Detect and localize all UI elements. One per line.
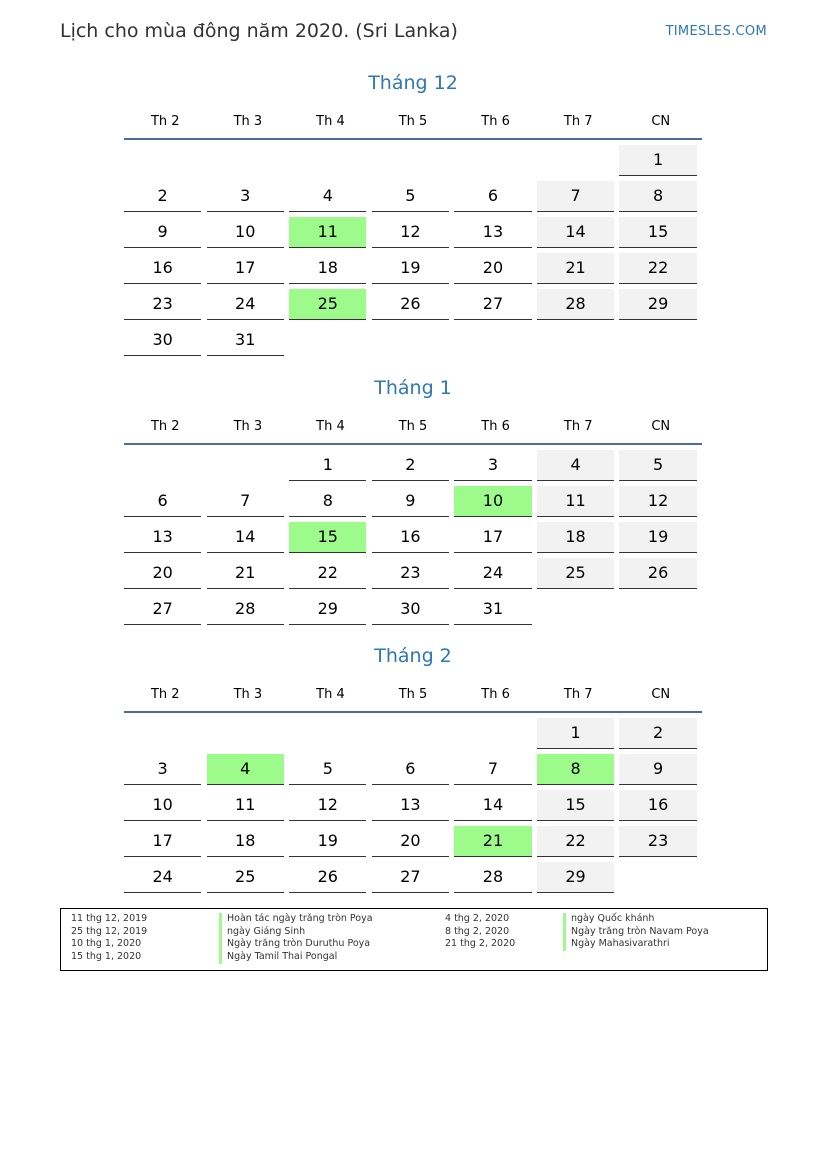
empty-cell bbox=[619, 325, 696, 356]
empty-cell bbox=[372, 325, 449, 356]
weekend-day-cell: 22 bbox=[619, 253, 696, 284]
weekend-day-cell: 15 bbox=[619, 217, 696, 248]
day-cell: 24 bbox=[454, 558, 531, 589]
empty-cell bbox=[207, 145, 284, 176]
weekday-label: Th 2 bbox=[150, 418, 180, 434]
empty-cell bbox=[289, 718, 366, 749]
day-cell: 5 bbox=[372, 181, 449, 212]
week-row bbox=[124, 862, 702, 898]
weekday-label: Th 5 bbox=[398, 686, 428, 702]
holiday-day-cell: 11 bbox=[289, 217, 366, 248]
month-title: Tháng 1 bbox=[374, 377, 452, 399]
day-cell: 20 bbox=[124, 558, 201, 589]
day-cell: 6 bbox=[124, 486, 201, 517]
day-cell: 25 bbox=[207, 862, 284, 893]
day-cell: 17 bbox=[124, 826, 201, 857]
day-cell: 24 bbox=[124, 862, 201, 893]
legend-holiday-name: Hoàn tác ngày trăng tròn Poya bbox=[219, 913, 373, 926]
holiday-day-cell: 8 bbox=[537, 754, 614, 785]
day-cell: 3 bbox=[124, 754, 201, 785]
day-cell: 10 bbox=[207, 217, 284, 248]
weekend-day-cell: 5 bbox=[619, 450, 696, 481]
day-cell: 26 bbox=[289, 862, 366, 893]
day-cell: 20 bbox=[372, 826, 449, 857]
weekday-label: Th 6 bbox=[481, 113, 510, 129]
day-cell: 1 bbox=[289, 450, 366, 481]
day-cell: 9 bbox=[124, 217, 201, 248]
legend-names-left bbox=[219, 913, 373, 964]
weekday-label: CN bbox=[651, 418, 671, 434]
weekend-day-cell: 14 bbox=[537, 217, 614, 248]
legend-dates-left bbox=[71, 913, 147, 964]
week-row bbox=[124, 486, 702, 522]
weekend-day-cell: 4 bbox=[537, 450, 614, 481]
day-cell: 19 bbox=[289, 826, 366, 857]
week-row bbox=[124, 790, 702, 826]
legend-date: 10 thg 1, 2020 bbox=[71, 938, 142, 950]
day-cell: 16 bbox=[124, 253, 201, 284]
day-cell: 16 bbox=[372, 522, 449, 553]
weekend-day-cell: 21 bbox=[537, 253, 614, 284]
day-cell: 21 bbox=[207, 558, 284, 589]
weekend-day-cell: 15 bbox=[537, 790, 614, 821]
weekend-day-cell: 11 bbox=[537, 486, 614, 517]
week-row bbox=[124, 289, 702, 325]
holiday-day-cell: 4 bbox=[207, 754, 284, 785]
legend-date: 15 thg 1, 2020 bbox=[71, 951, 142, 963]
week-row bbox=[124, 145, 702, 181]
legend-holiday-name: Ngày trăng tròn Navam Poya bbox=[563, 926, 709, 939]
day-cell: 17 bbox=[207, 253, 284, 284]
legend-date: 21 thg 2, 2020 bbox=[445, 938, 516, 950]
weekday-header bbox=[124, 104, 702, 140]
holiday-day-cell: 10 bbox=[454, 486, 531, 517]
weekday-label: Th 6 bbox=[481, 418, 510, 434]
weekend-day-cell: 28 bbox=[537, 289, 614, 320]
weekday-label: Th 7 bbox=[563, 686, 593, 702]
month-grid bbox=[124, 718, 702, 898]
weekday-label: Th 3 bbox=[233, 686, 263, 702]
weekday-label: CN bbox=[651, 686, 671, 702]
empty-cell bbox=[289, 145, 366, 176]
day-cell: 27 bbox=[124, 594, 201, 625]
holiday-day-cell: 15 bbox=[289, 522, 366, 553]
day-cell: 27 bbox=[454, 289, 531, 320]
weekday-label: Th 2 bbox=[150, 686, 180, 702]
day-cell: 6 bbox=[454, 181, 531, 212]
weekend-day-cell: 1 bbox=[537, 718, 614, 749]
weekday-label: Th 3 bbox=[233, 418, 263, 434]
empty-cell bbox=[454, 325, 531, 356]
month-title: Tháng 2 bbox=[374, 645, 452, 667]
day-cell: 18 bbox=[207, 826, 284, 857]
weekday-label: Th 7 bbox=[563, 113, 593, 129]
legend-names-right bbox=[563, 913, 709, 951]
week-row bbox=[124, 558, 702, 594]
month-february bbox=[124, 641, 702, 898]
weekend-day-cell: 9 bbox=[619, 754, 696, 785]
day-cell: 2 bbox=[124, 181, 201, 212]
day-cell: 26 bbox=[372, 289, 449, 320]
week-row bbox=[124, 754, 702, 790]
day-cell: 29 bbox=[289, 594, 366, 625]
legend-holiday-name: ngày Quốc khánh bbox=[563, 913, 709, 926]
empty-cell bbox=[124, 718, 201, 749]
empty-cell bbox=[372, 718, 449, 749]
legend-dates-right bbox=[445, 913, 515, 951]
holiday-legend bbox=[60, 908, 768, 971]
weekend-day-cell: 25 bbox=[537, 558, 614, 589]
day-cell: 20 bbox=[454, 253, 531, 284]
month-title: Tháng 12 bbox=[368, 72, 458, 94]
empty-cell bbox=[454, 145, 531, 176]
week-row bbox=[124, 253, 702, 289]
day-cell: 22 bbox=[289, 558, 366, 589]
weekday-label: Th 7 bbox=[563, 418, 593, 434]
week-row bbox=[124, 325, 702, 361]
weekend-day-cell: 26 bbox=[619, 558, 696, 589]
weekday-label: Th 4 bbox=[316, 113, 345, 129]
weekend-day-cell: 18 bbox=[537, 522, 614, 553]
weekend-day-cell: 16 bbox=[619, 790, 696, 821]
day-cell: 28 bbox=[207, 594, 284, 625]
empty-cell bbox=[454, 718, 531, 749]
day-cell: 12 bbox=[289, 790, 366, 821]
legend-date: 8 thg 2, 2020 bbox=[445, 925, 510, 937]
day-cell: 14 bbox=[454, 790, 531, 821]
day-cell: 24 bbox=[207, 289, 284, 320]
day-cell: 3 bbox=[454, 450, 531, 481]
day-cell: 7 bbox=[454, 754, 531, 785]
day-cell: 13 bbox=[454, 217, 531, 248]
week-row bbox=[124, 826, 702, 862]
day-cell: 23 bbox=[124, 289, 201, 320]
weekday-header bbox=[124, 677, 702, 713]
empty-cell bbox=[619, 862, 696, 893]
week-row bbox=[124, 217, 702, 253]
empty-cell bbox=[289, 325, 366, 356]
day-cell: 5 bbox=[289, 754, 366, 785]
month-december bbox=[124, 68, 702, 361]
day-cell: 11 bbox=[207, 790, 284, 821]
weekend-day-cell: 22 bbox=[537, 826, 614, 857]
empty-cell bbox=[207, 718, 284, 749]
day-cell: 9 bbox=[372, 486, 449, 517]
day-cell: 10 bbox=[124, 790, 201, 821]
weekend-day-cell: 29 bbox=[537, 862, 614, 893]
weekend-day-cell: 8 bbox=[619, 181, 696, 212]
weekend-day-cell: 23 bbox=[619, 826, 696, 857]
month-grid bbox=[124, 450, 702, 630]
weekend-day-cell: 2 bbox=[619, 718, 696, 749]
day-cell: 31 bbox=[207, 325, 284, 356]
day-cell: 6 bbox=[372, 754, 449, 785]
day-cell: 12 bbox=[372, 217, 449, 248]
month-grid bbox=[124, 145, 702, 361]
weekday-label: CN bbox=[651, 113, 671, 129]
weekday-label: Th 6 bbox=[481, 686, 510, 702]
weekday-label: Th 4 bbox=[316, 418, 345, 434]
day-cell: 3 bbox=[207, 181, 284, 212]
legend-date: 25 thg 12, 2019 bbox=[71, 925, 148, 937]
empty-cell bbox=[537, 594, 614, 625]
weekday-label: Th 4 bbox=[316, 686, 345, 702]
day-cell: 28 bbox=[454, 862, 531, 893]
weekend-day-cell: 1 bbox=[619, 145, 696, 176]
day-cell: 23 bbox=[372, 558, 449, 589]
day-cell: 27 bbox=[372, 862, 449, 893]
month-january bbox=[124, 373, 702, 630]
day-cell: 17 bbox=[454, 522, 531, 553]
page-title: Lịch cho mùa đông năm 2020. (Sri Lanka) bbox=[60, 20, 458, 42]
week-row bbox=[124, 522, 702, 558]
week-row bbox=[124, 718, 702, 754]
weekend-day-cell: 7 bbox=[537, 181, 614, 212]
empty-cell bbox=[124, 450, 201, 481]
empty-cell bbox=[372, 145, 449, 176]
day-cell: 30 bbox=[372, 594, 449, 625]
week-row bbox=[124, 594, 702, 630]
day-cell: 30 bbox=[124, 325, 201, 356]
empty-cell bbox=[537, 325, 614, 356]
weekday-header bbox=[124, 409, 702, 445]
legend-holiday-name: Ngày Tamil Thai Pongal bbox=[219, 951, 373, 964]
weekday-label: Th 2 bbox=[150, 113, 180, 129]
legend-date: 4 thg 2, 2020 bbox=[445, 913, 510, 924]
week-row bbox=[124, 181, 702, 217]
empty-cell bbox=[207, 450, 284, 481]
site-name[interactable]: TIMESLES.COM bbox=[665, 24, 767, 39]
weekend-day-cell: 29 bbox=[619, 289, 696, 320]
weekend-day-cell: 12 bbox=[619, 486, 696, 517]
day-cell: 2 bbox=[372, 450, 449, 481]
legend-holiday-name: Ngày Mahasivarathri bbox=[563, 938, 709, 951]
day-cell: 18 bbox=[289, 253, 366, 284]
legend-holiday-name: Ngày trăng tròn Duruthu Poya bbox=[219, 938, 373, 951]
weekday-label: Th 3 bbox=[233, 113, 263, 129]
weekday-label: Th 5 bbox=[398, 113, 428, 129]
day-cell: 19 bbox=[372, 253, 449, 284]
empty-cell bbox=[124, 145, 201, 176]
empty-cell bbox=[619, 594, 696, 625]
day-cell: 14 bbox=[207, 522, 284, 553]
day-cell: 7 bbox=[207, 486, 284, 517]
day-cell: 31 bbox=[454, 594, 531, 625]
weekday-label: Th 5 bbox=[398, 418, 428, 434]
day-cell: 13 bbox=[372, 790, 449, 821]
holiday-day-cell: 25 bbox=[289, 289, 366, 320]
holiday-day-cell: 21 bbox=[454, 826, 531, 857]
legend-date: 11 thg 12, 2019 bbox=[71, 913, 148, 924]
week-row bbox=[124, 450, 702, 486]
legend-holiday-name: ngày Giáng Sinh bbox=[219, 926, 373, 939]
empty-cell bbox=[537, 145, 614, 176]
weekend-day-cell: 19 bbox=[619, 522, 696, 553]
day-cell: 13 bbox=[124, 522, 201, 553]
day-cell: 8 bbox=[289, 486, 366, 517]
day-cell: 4 bbox=[289, 181, 366, 212]
